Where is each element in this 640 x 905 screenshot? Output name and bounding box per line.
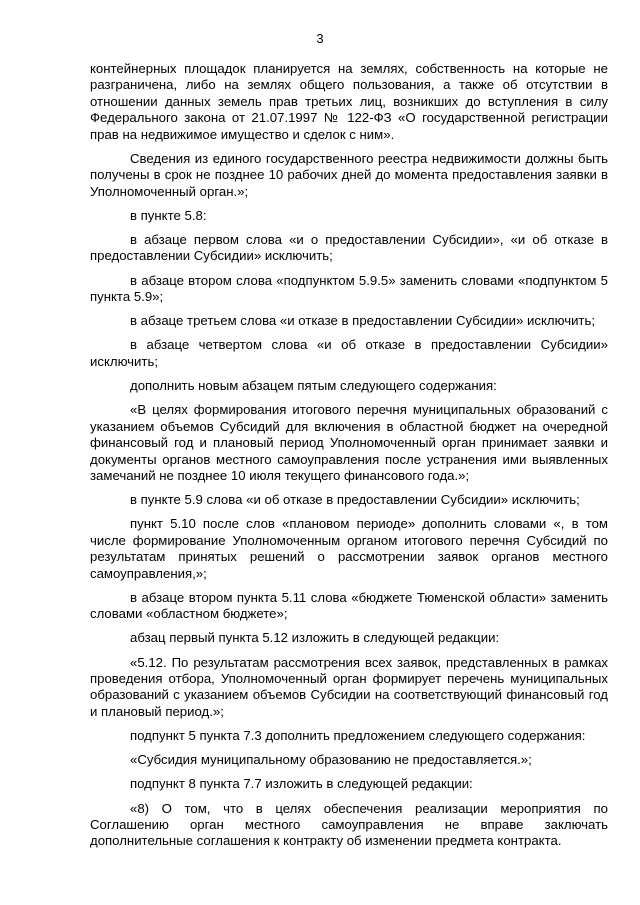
paragraph: «В целях формирования итогового перечня муниципальных образований с указанием объемов Субсидий для включения в областной бюджет на очередной финансовый год и плановый период Уполномоченный орган принимает заявки и документы органов местного самоуправления после устранения ими выявленных замечаний не позднее 10 июля текущего финансового года.»; — [90, 402, 608, 483]
paragraph: контейнерных площадок планируется на землях, собственность на которые не разграничена, либо на землях общего пользования, а также об отсутствии в отношении данных земель прав третьих лиц, возникших до вступления в силу Федерального закона от 21.07.1997 № 122-ФЗ «О государственной регистрации прав на недвижимое имущество и сделок с ним». — [90, 61, 608, 142]
paragraph: в абзаце втором пункта 5.11 слова «бюджете Тюменской области» заменить словами «областном бюджете»; — [90, 589, 608, 622]
paragraph: пункт 5.10 после слов «плановом периоде» дополнить словами «, в том числе формирование Уполномоченным органом итогового перечня Субсидий по результатам принятых решений о рассмотрении заявок органов местного самоуправления,»; — [90, 516, 608, 581]
document-body — [90, 61, 608, 858]
paragraph: подпункт 8 пункта 7.7 изложить в следующей редакции: — [130, 776, 473, 792]
paragraph: в абзаце четвертом слова «и об отказе в предоставлении Субсидии» исключить; — [90, 337, 608, 369]
paragraph: в пункте 5.8: — [130, 207, 207, 223]
paragraph: подпункт 5 пункта 7.3 дополнить предложением следующего содержания: — [130, 727, 586, 743]
paragraph: «5.12. По результатам рассмотрения всех заявок, представленных в рамках проведения отбора, Уполномоченный орган формирует перечень муниципальных образований с указанием объемов Субсидии на соответствующий финансовый год и плановый период.»; — [90, 654, 608, 719]
paragraph: в абзаце первом слова «и о предоставлении Субсидии», «и об отказе в предоставлении Субсидии» исключить; — [90, 232, 608, 264]
paragraph: дополнить новым абзацем пятым следующего содержания: — [130, 378, 497, 394]
paragraph: абзац первый пункта 5.12 изложить в следующей редакции: — [130, 630, 500, 646]
page-number: 3 — [316, 31, 324, 46]
paragraph: Сведения из единого государственного реестра недвижимости должны быть получены в срок не позднее 10 рабочих дней до момента предоставления заявки в Уполномоченный орган.»; — [90, 150, 608, 199]
paragraph: в абзаце втором слова «подпунктом 5.9.5» заменить словами «подпунктом 5 пункта 5.9»; — [90, 272, 608, 305]
paragraph: «8) О том, что в целях обеспечения реализации мероприятия по Соглашению орган местного самоуправления не вправе заключать дополнительные соглашения к контракту об изменении предмета контракта. — [90, 800, 608, 849]
paragraph: в абзаце третьем слова «и отказе в предоставлении Субсидии» исключить; — [130, 313, 596, 329]
paragraph: в пункте 5.9 слова «и об отказе в предоставлении Субсидии» исключить; — [130, 492, 580, 508]
paragraph: «Субсидия муниципальному образованию не предоставляется.»; — [130, 752, 532, 768]
